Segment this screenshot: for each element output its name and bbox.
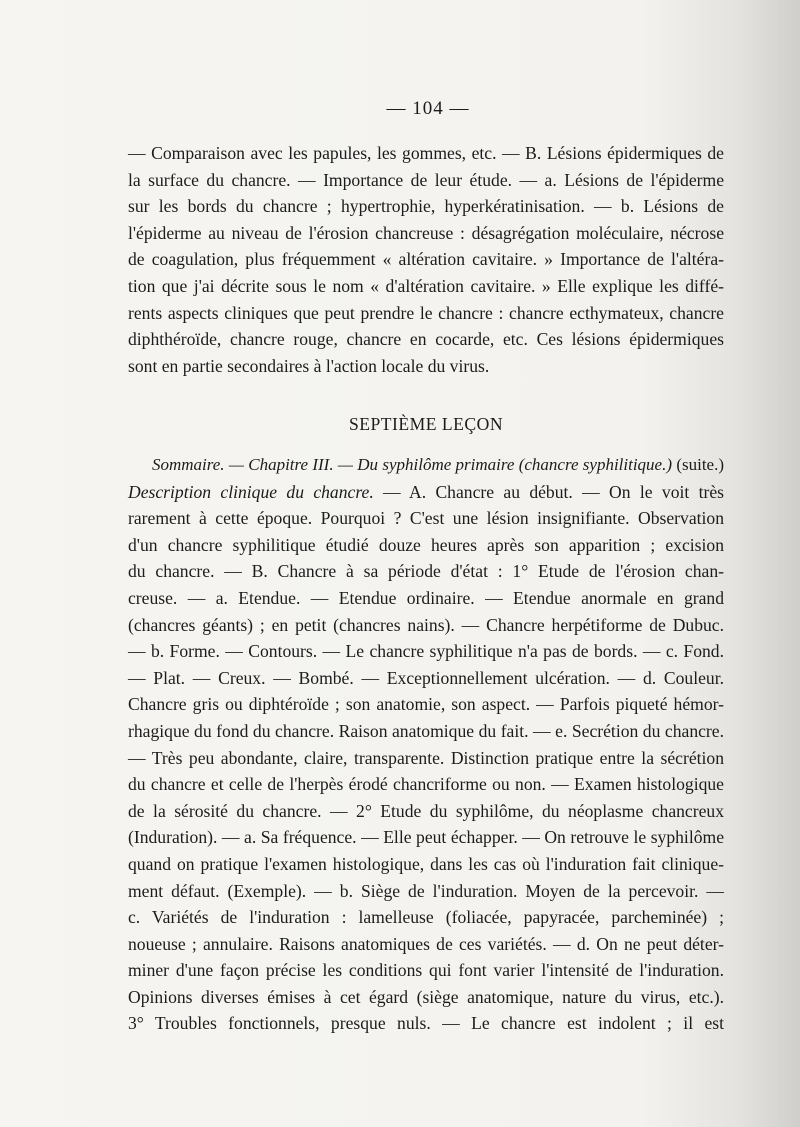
text-line: d'un chancre syphilitique étudié douze heures après son apparition ; excision	[128, 534, 724, 555]
text-line: (chancres géants) ; en petit (chancres nains). — Chancre herpétiforme de Dubuc.	[128, 614, 724, 635]
text-line: l'épiderme au niveau de l'érosion chancreuse : désagrégation moléculaire, nécrose	[128, 222, 724, 243]
page-number: — 104 —	[386, 98, 470, 119]
intro-paragraph	[128, 140, 724, 379]
text-line: creuse. — a. Etendue. — Etendue ordinaire. — Etendue anormale en grand	[128, 587, 724, 608]
text-line: — Comparaison avec les papules, les gommes, etc. — B. Lésions épidermiques de	[128, 143, 724, 163]
text-line: de la sérosité du chancre. — 2° Etude du syphilôme, du néoplasme chancreux	[128, 800, 724, 821]
text-line: Opinions diverses émises à cet égard (siège anatomique, nature du virus, etc.).	[128, 986, 724, 1007]
summary-suite: (suite.)	[672, 455, 724, 474]
text-line: Chancre gris ou diphtéroïde ; son anatomie, son aspect. — Parfois piqueté hémor-	[128, 694, 724, 715]
text-line: 3° Troubles fonctionnels, presque nuls. — Le chancre est indolent ; il est	[128, 1013, 724, 1034]
summary-second-text: — A. Chancre au début. — On le voit très	[373, 481, 724, 502]
text-line: miner d'une façon précise les conditions qui font varier l'intensité de l'induration.	[128, 960, 724, 981]
text-line: ment défaut. (Exemple). — b. Siège de l'induration. Moyen de la percevoir. —	[128, 880, 724, 901]
text-line: du chancre et celle de l'herpès érodé chancriforme ou non. — Examen histologique	[128, 774, 724, 795]
text-line: rhagique du fond du chancre. Raison anatomique du fait. — e. Secrétion du chancre.	[128, 720, 724, 741]
text-line: du chancre. — B. Chancre à sa période d'état : 1° Etude de l'érosion chan-	[128, 561, 724, 582]
chapter-heading: SEPTIÈME LEÇON	[348, 414, 504, 434]
text-line: sont en partie secondaires à l'action locale du virus.	[128, 355, 490, 376]
summary-paragraph	[128, 452, 724, 1037]
text-line: — Plat. — Creux. — Bombé. — Exceptionnellement ulcération. — d. Couleur.	[128, 667, 724, 688]
text-line: de coagulation, plus fréquemment « altération cavitaire. » Importance de l'altéra-	[128, 249, 724, 270]
text-line: noueuse ; annulaire. Raisons anatomiques de ces variétés. — d. On ne peut déter-	[128, 933, 724, 954]
text-line: quand on pratique l'examen histologique, dans les cas où l'induration fait clinique-	[128, 853, 724, 874]
summary-second-line	[128, 479, 724, 506]
text-line: — Très peu abondante, claire, transparente. Distinction pratique entre la sécrétion	[128, 747, 724, 768]
text-line: rents aspects cliniques que peut prendre le chancre : chancre ecthymateux, chancre	[128, 302, 724, 323]
text-line: tion que j'ai décrite sous le nom « d'altération cavitaire. » Elle explique les diffé-	[128, 275, 724, 296]
text-line: la surface du chancre. — Importance de leur étude. — a. Lésions de l'épiderme	[128, 169, 724, 190]
summary-title: Sommaire. — Chapitre III. — Du syphilôme primaire (chancre syphilitique.)	[152, 455, 673, 474]
summary-section-title: Description clinique du chancre.	[128, 481, 374, 502]
summary-first-line	[128, 452, 724, 479]
text-line: (Induration). — a. Sa fréquence. — Elle peut échapper. — On retrouve le syphilôme	[128, 827, 724, 848]
text-line: rarement à cette époque. Pourquoi ? C'est une lésion insignifiante. Observation	[128, 508, 724, 529]
text-line: c. Variétés de l'induration : lamelleuse (foliacée, papyracée, parcheminée) ;	[128, 907, 724, 928]
text-line: sur les bords du chancre ; hypertrophie, hyperkératinisation. — b. Lésions de	[128, 196, 724, 217]
text-line: — b. Forme. — Contours. — Le chancre syphilitique n'a pas de bords. — c. Fond.	[128, 641, 724, 662]
text-line: diphthéroïde, chancre rouge, chancre en cocarde, etc. Ces lésions épidermiques	[128, 329, 724, 350]
